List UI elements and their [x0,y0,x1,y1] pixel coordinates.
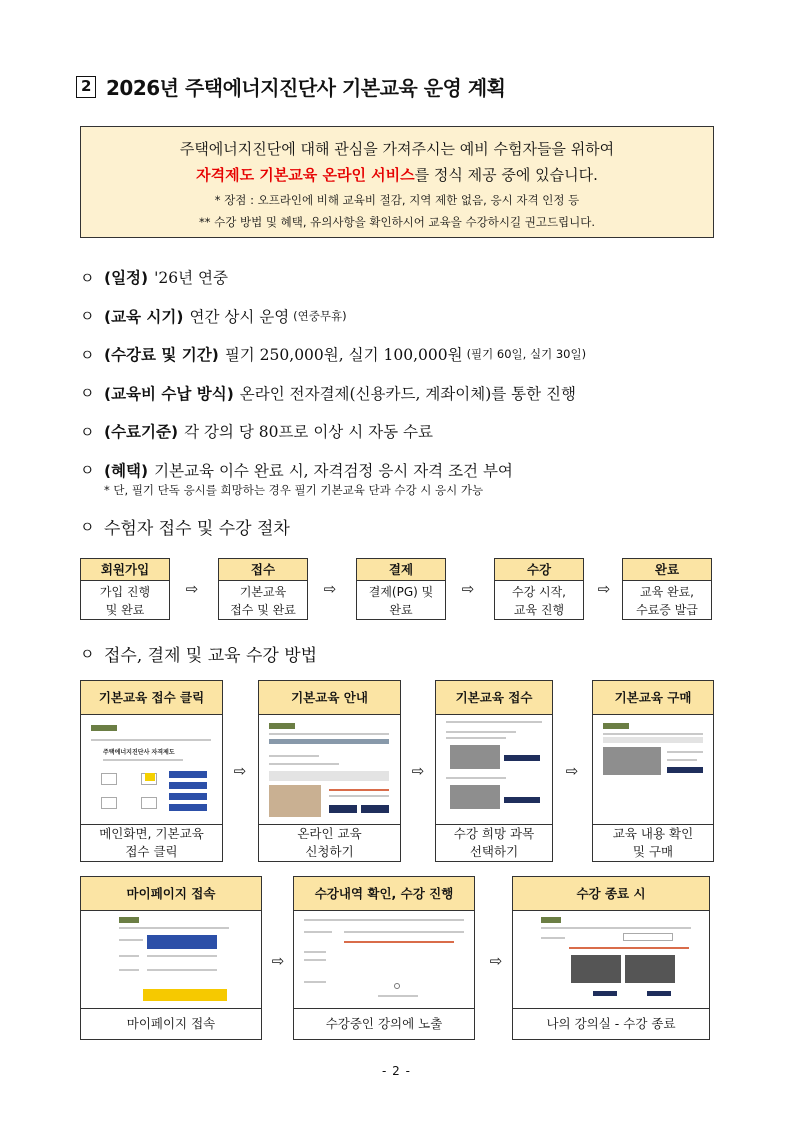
section-number-box: 2 [76,76,96,98]
caption-line: 신청하기 [305,844,354,859]
step-line: 가입 진행 [99,585,151,599]
bullet-text: 각 강의 당 80프로 이상 시 자동 수료 [184,423,433,442]
card-title: 수강내역 확인, 수강 진행 [294,877,474,911]
bullet-schedule [80,258,720,297]
section-method [80,641,317,666]
bullet-key: (혜택) [104,461,149,480]
step-line: 수강 시작, [512,585,566,599]
screenshot-info-page [259,715,400,825]
bullet-text: 필기 250,000원, 실기 100,000원 [224,346,463,365]
bullet-mark: ㅇ [80,645,95,663]
step-body [495,581,583,619]
caption-line: 나의 강의실 - 수강 종료 [546,1016,676,1031]
step-line: 완료 [389,603,413,617]
bullet-text: '26년 연중 [154,269,228,288]
arrow-right-icon: ⇨ [461,580,475,598]
bullet-mark: ㅇ [80,384,95,403]
card-title: 수강 종료 시 [513,877,709,911]
step-title: 완료 [623,559,711,581]
arrow-right-icon: ⇨ [411,762,425,780]
card-course-end [512,876,710,1040]
bullet-key: (수강료 및 기간) [104,346,219,365]
notice-line-4: ** 수강 방법 및 혜택, 유의사항을 확인하시어 교육을 수강하시길 권고드립니다. [198,215,596,229]
card-info [258,680,401,862]
step-title: 접수 [219,559,307,581]
step-line: 교육 완료, [640,585,694,599]
screenshot-purchase-page [593,715,713,825]
card-title: 기본교육 안내 [259,681,400,715]
section-title: 2026년 주택에너지진단사 기본교육 운영 계획 [106,76,506,100]
bullet-completion [80,412,720,451]
benefit-subnote: * 단, 필기 단독 응시를 희망하는 경우 필기 기본교육 단과 수강 시 응시 가능 [104,483,484,497]
arrow-right-icon: ⇨ [233,762,247,780]
step-line: 및 완료 [105,603,145,617]
bullet-fee [80,335,720,374]
screenshot-course-history [294,911,474,1009]
caption-line: 교육 내용 확인 [612,826,694,841]
bullet-text: 기본교육 이수 완료 시, 자격검정 응시 자격 조건 부여 [154,461,513,480]
arrow-right-icon: ⇨ [565,762,579,780]
caption-line: 선택하기 [469,844,519,859]
bullet-payment [80,374,720,413]
bullet-text: 연간 상시 운영 [189,307,290,326]
step-line: 수료증 발급 [636,603,698,617]
arrow-right-icon: ⇨ [489,952,503,970]
card-caption [81,1009,261,1039]
card-title: 기본교육 구매 [593,681,713,715]
step-payment [356,558,446,620]
bullet-text: 온라인 전자결제(신용카드, 계좌이체)를 통한 진행 [239,384,576,403]
notice-box [80,126,714,238]
step-complete [622,558,712,620]
section-method-title: 접수, 결제 및 교육 수강 방법 [104,646,318,666]
bullet-key: (교육 시기) [104,307,184,326]
card-caption [513,1009,709,1039]
step-body [357,581,445,619]
step-line: 접수 및 완료 [230,603,296,617]
card-title: 기본교육 접수 클릭 [81,681,222,715]
card-purchase [592,680,714,862]
screenshot-main-page [81,715,222,825]
bullet-key: (교육비 수납 방식) [104,384,234,403]
bullet-mark: ㅇ [80,345,95,364]
screenshot-course-end [513,911,709,1009]
bullet-mark: ㅇ [80,518,95,536]
arrow-right-icon: ⇨ [271,952,285,970]
bullet-mark: ㅇ [80,307,95,326]
bullet-small: (필기 60일, 실기 30일) [466,347,587,362]
card-course-history [293,876,475,1040]
step-line: 결제(PG) 및 [368,585,434,599]
card-caption [81,825,222,861]
card-title: 마이페이지 접속 [81,877,261,911]
arrow-right-icon: ⇨ [185,580,199,598]
card-apply-click [80,680,223,862]
caption-line: 온라인 교육 [297,826,362,841]
notice-line-3: * 장점 : 오프라인에 비해 교육비 절감, 지역 제한 없음, 응시 자격 인정 등 [214,193,580,207]
bullet-mark: ㅇ [80,268,95,287]
section-procedure-title: 수험자 접수 및 수강 절차 [104,519,290,539]
notice-line-2-rest: 를 정식 제공 중에 있습니다. [414,166,598,184]
step-line: 교육 진행 [513,603,565,617]
bullet-mark: ㅇ [80,422,95,441]
caption-line: 접수 클릭 [125,844,178,859]
caption-line: 메인화면, 기본교육 [99,826,204,841]
card-caption [436,825,552,861]
step-body [219,581,307,619]
screenshot-apply-page [436,715,552,825]
card-caption [259,825,400,861]
caption-line: 마이페이지 접속 [126,1016,216,1031]
caption-line: 및 구매 [632,844,674,859]
bullet-small: (연중무휴) [293,308,347,323]
caption-line: 수강 희망 과목 [453,826,535,841]
arrow-right-icon: ⇨ [323,580,337,598]
bullet-key: (수료기준) [104,423,179,442]
screenshot-mypage [81,911,261,1009]
step-title: 회원가입 [81,559,169,581]
caption-line: 수강중인 강의에 노출 [325,1016,443,1031]
arrow-right-icon: ⇨ [597,580,611,598]
step-title: 수강 [495,559,583,581]
bullet-mark: ㅇ [80,461,95,480]
step-line: 기본교육 [239,585,287,599]
bullet-key: (일정) [104,269,149,288]
card-caption [294,1009,474,1039]
section-procedure [80,514,290,539]
card-title: 기본교육 접수 [436,681,552,715]
step-signup [80,558,170,620]
notice-line-1: 주택에너지진단에 대해 관심을 가져주시는 예비 수험자들을 위하여 [179,140,615,158]
step-body [623,581,711,619]
page-number: - 2 - [382,1064,411,1078]
bullet-period [80,297,720,336]
card-caption [593,825,713,861]
step-study [494,558,584,620]
screenshot-title: 주택에너지진단사 자격제도 [103,749,175,756]
card-apply [435,680,553,862]
step-title: 결제 [357,559,445,581]
notice-highlight: 자격제도 기본교육 온라인 서비스 [196,166,415,184]
section-heading [76,72,505,101]
step-register [218,558,308,620]
step-body [81,581,169,619]
bullet-list [80,258,720,489]
notice-line-2 [81,162,713,189]
card-mypage [80,876,262,1040]
